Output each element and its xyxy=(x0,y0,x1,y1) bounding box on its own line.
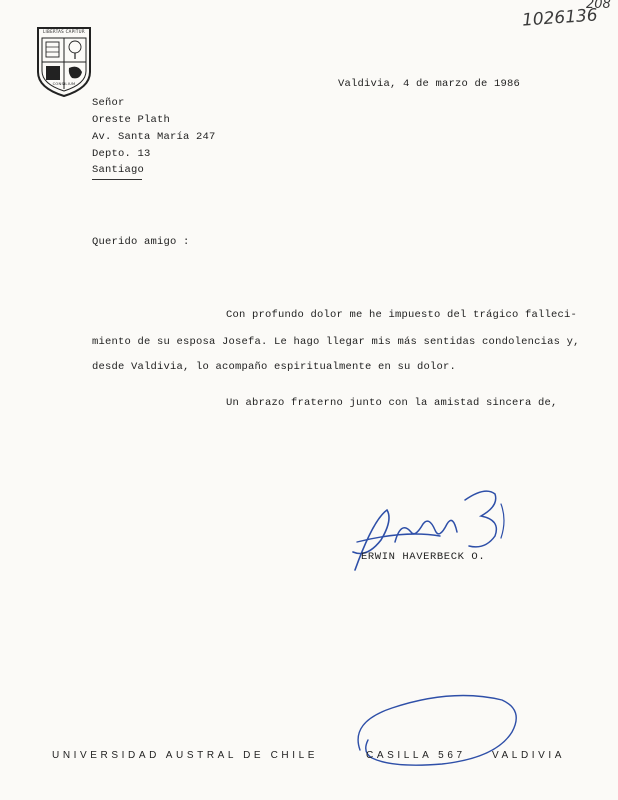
footer-institution: UNIVERSIDAD AUSTRAL DE CHILE xyxy=(52,750,319,761)
recipient-apartment: Depto. 13 xyxy=(92,148,151,160)
letter-date: Valdivia, 4 de marzo de 1986 xyxy=(338,78,521,90)
signature-drawing xyxy=(345,480,515,580)
crest-shield-icon xyxy=(36,26,92,98)
crest-motto-top: LIBERTAS CAPITUR xyxy=(43,29,85,34)
footer-box: CASILLA 567 xyxy=(366,750,466,761)
crest-motto-bottom: CONSILIUM xyxy=(52,82,76,86)
recipient-city: Santiago xyxy=(92,164,145,176)
university-crest xyxy=(36,26,92,98)
body-line-3: desde Valdivia, lo acompaño espiritualmente en su dolor. xyxy=(92,361,457,373)
footer-city: VALDIVIA xyxy=(492,750,566,761)
letter-greeting: Querido amigo : xyxy=(92,236,190,248)
archive-number-top: 208 xyxy=(586,0,611,12)
body-line-1: Con profundo dolor me he impuesto del trágico falleci- xyxy=(226,309,578,321)
archive-number: 1026136 xyxy=(521,5,599,31)
body-line-2: miento de su esposa Josefa. Le hago llegar mis más sentidas condolencias y, xyxy=(92,336,580,348)
recipient-underline xyxy=(92,179,142,180)
letter-closing: Un abrazo fraterno junto con la amistad sincera de, xyxy=(226,397,558,409)
signatory-name: ERWIN HAVERBECK O. xyxy=(361,551,486,563)
recipient-street: Av. Santa María 247 xyxy=(92,131,216,143)
recipient-name: Oreste Plath xyxy=(92,114,171,126)
recipient-salutation: Señor xyxy=(92,97,125,109)
